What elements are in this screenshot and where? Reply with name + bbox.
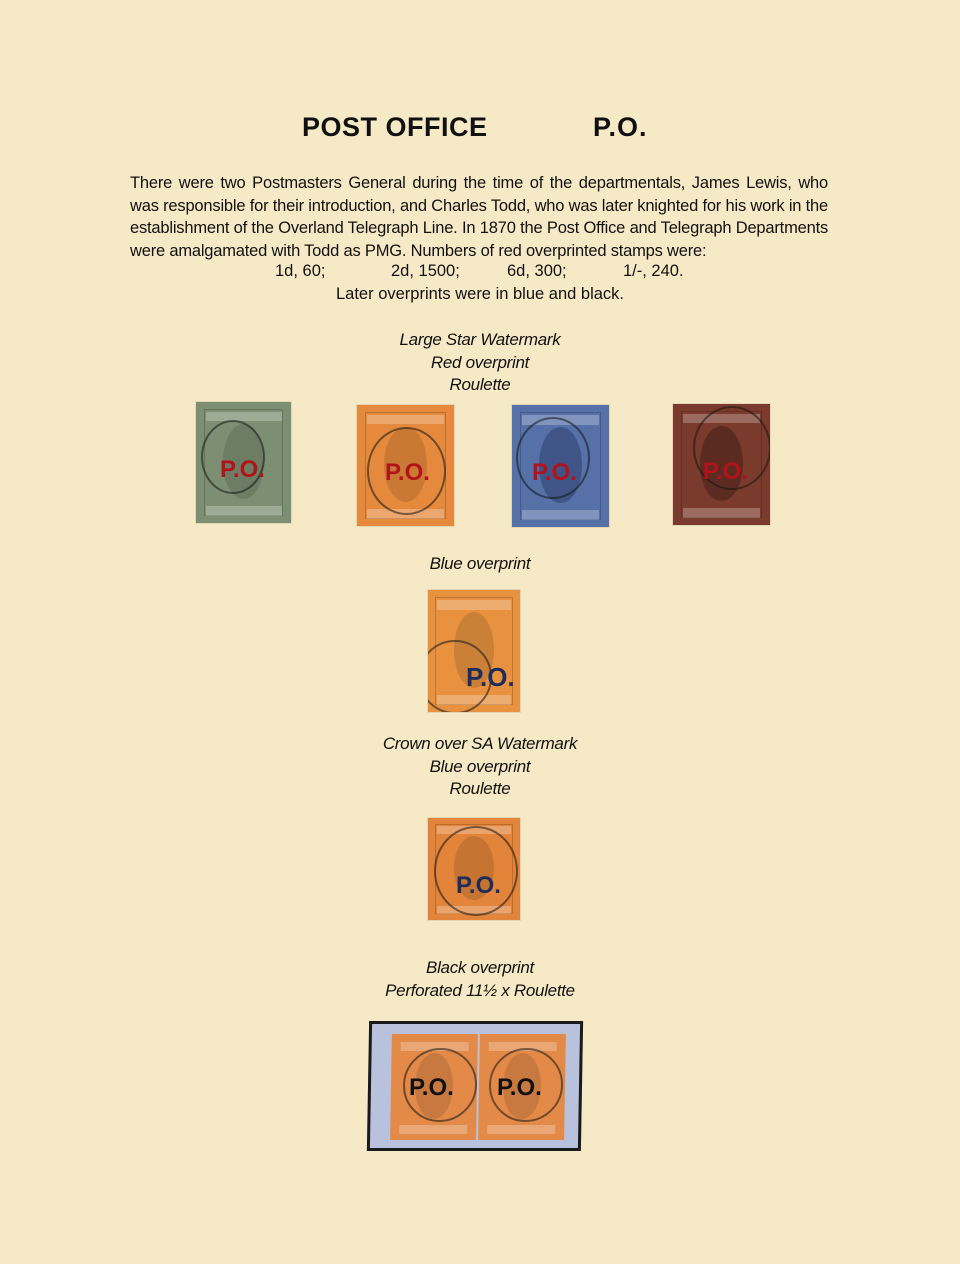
caption-line: Blue overprint (429, 756, 531, 776)
caption-line: Large Star Watermark (399, 330, 561, 349)
overprint-label: P.O. (456, 872, 501, 899)
stamp-6d-blue (512, 405, 609, 527)
caption-black-overprint (0, 957, 960, 1002)
intro-paragraph: There were two Postmasters General during the time of the departmentals, James Lewis, who was responsible for their introduction, and Charles Todd, who was later knighted for his work in the establishment of the Overland Telegraph Line. In 1870 the Post Office and Telegraph Departments were amalgamated with Todd as PMG. Numbers of red overprinted stamps were: (130, 174, 828, 260)
caption-large-star (0, 329, 960, 397)
overprint-label: P.O. (703, 458, 748, 485)
stamp-2d-orange (357, 405, 454, 526)
stamp-crown-sa-orange (428, 818, 520, 920)
title-text: POST OFFICE (302, 112, 488, 142)
page-title (0, 112, 960, 148)
count-6d: 6d, 300; (507, 262, 567, 280)
caption-blue-overprint (0, 553, 960, 576)
stamp-pair-left (390, 1034, 478, 1140)
overprint-label: P.O. (532, 459, 577, 486)
overprint-label: P.O. (466, 662, 515, 692)
stamp-1d-green (196, 402, 291, 523)
caption-line: Red overprint (430, 352, 530, 372)
caption-line: Crown over SA Watermark (382, 734, 578, 753)
count-1d: 1d, 60; (275, 262, 326, 280)
overprint-label: P.O. (220, 456, 265, 483)
title-abbrev: P.O. (593, 112, 648, 142)
overprint-label: P.O. (385, 459, 430, 486)
caption-line: Blue overprint (429, 554, 531, 573)
caption-line: Black overprint (426, 958, 534, 977)
stamp-1s-brown (673, 404, 770, 525)
caption-crown-sa (0, 733, 960, 801)
overprint-counts (0, 262, 960, 284)
count-2d: 2d, 1500; (391, 262, 460, 280)
count-1s: 1/-, 240. (623, 262, 684, 280)
later-overprints-note: Later overprints were in blue and black. (336, 285, 624, 303)
stamp-pair-on-piece (367, 1021, 583, 1151)
caption-line: Roulette (449, 779, 511, 798)
overprint-label: P.O. (496, 1074, 543, 1101)
stamp-pair-right (478, 1034, 566, 1140)
caption-line: Perforated 11½ x Roulette (385, 980, 575, 1000)
overprint-label: P.O. (408, 1074, 455, 1101)
caption-line: Roulette (449, 375, 511, 394)
stamp-orange-blue-overprint (428, 590, 520, 712)
